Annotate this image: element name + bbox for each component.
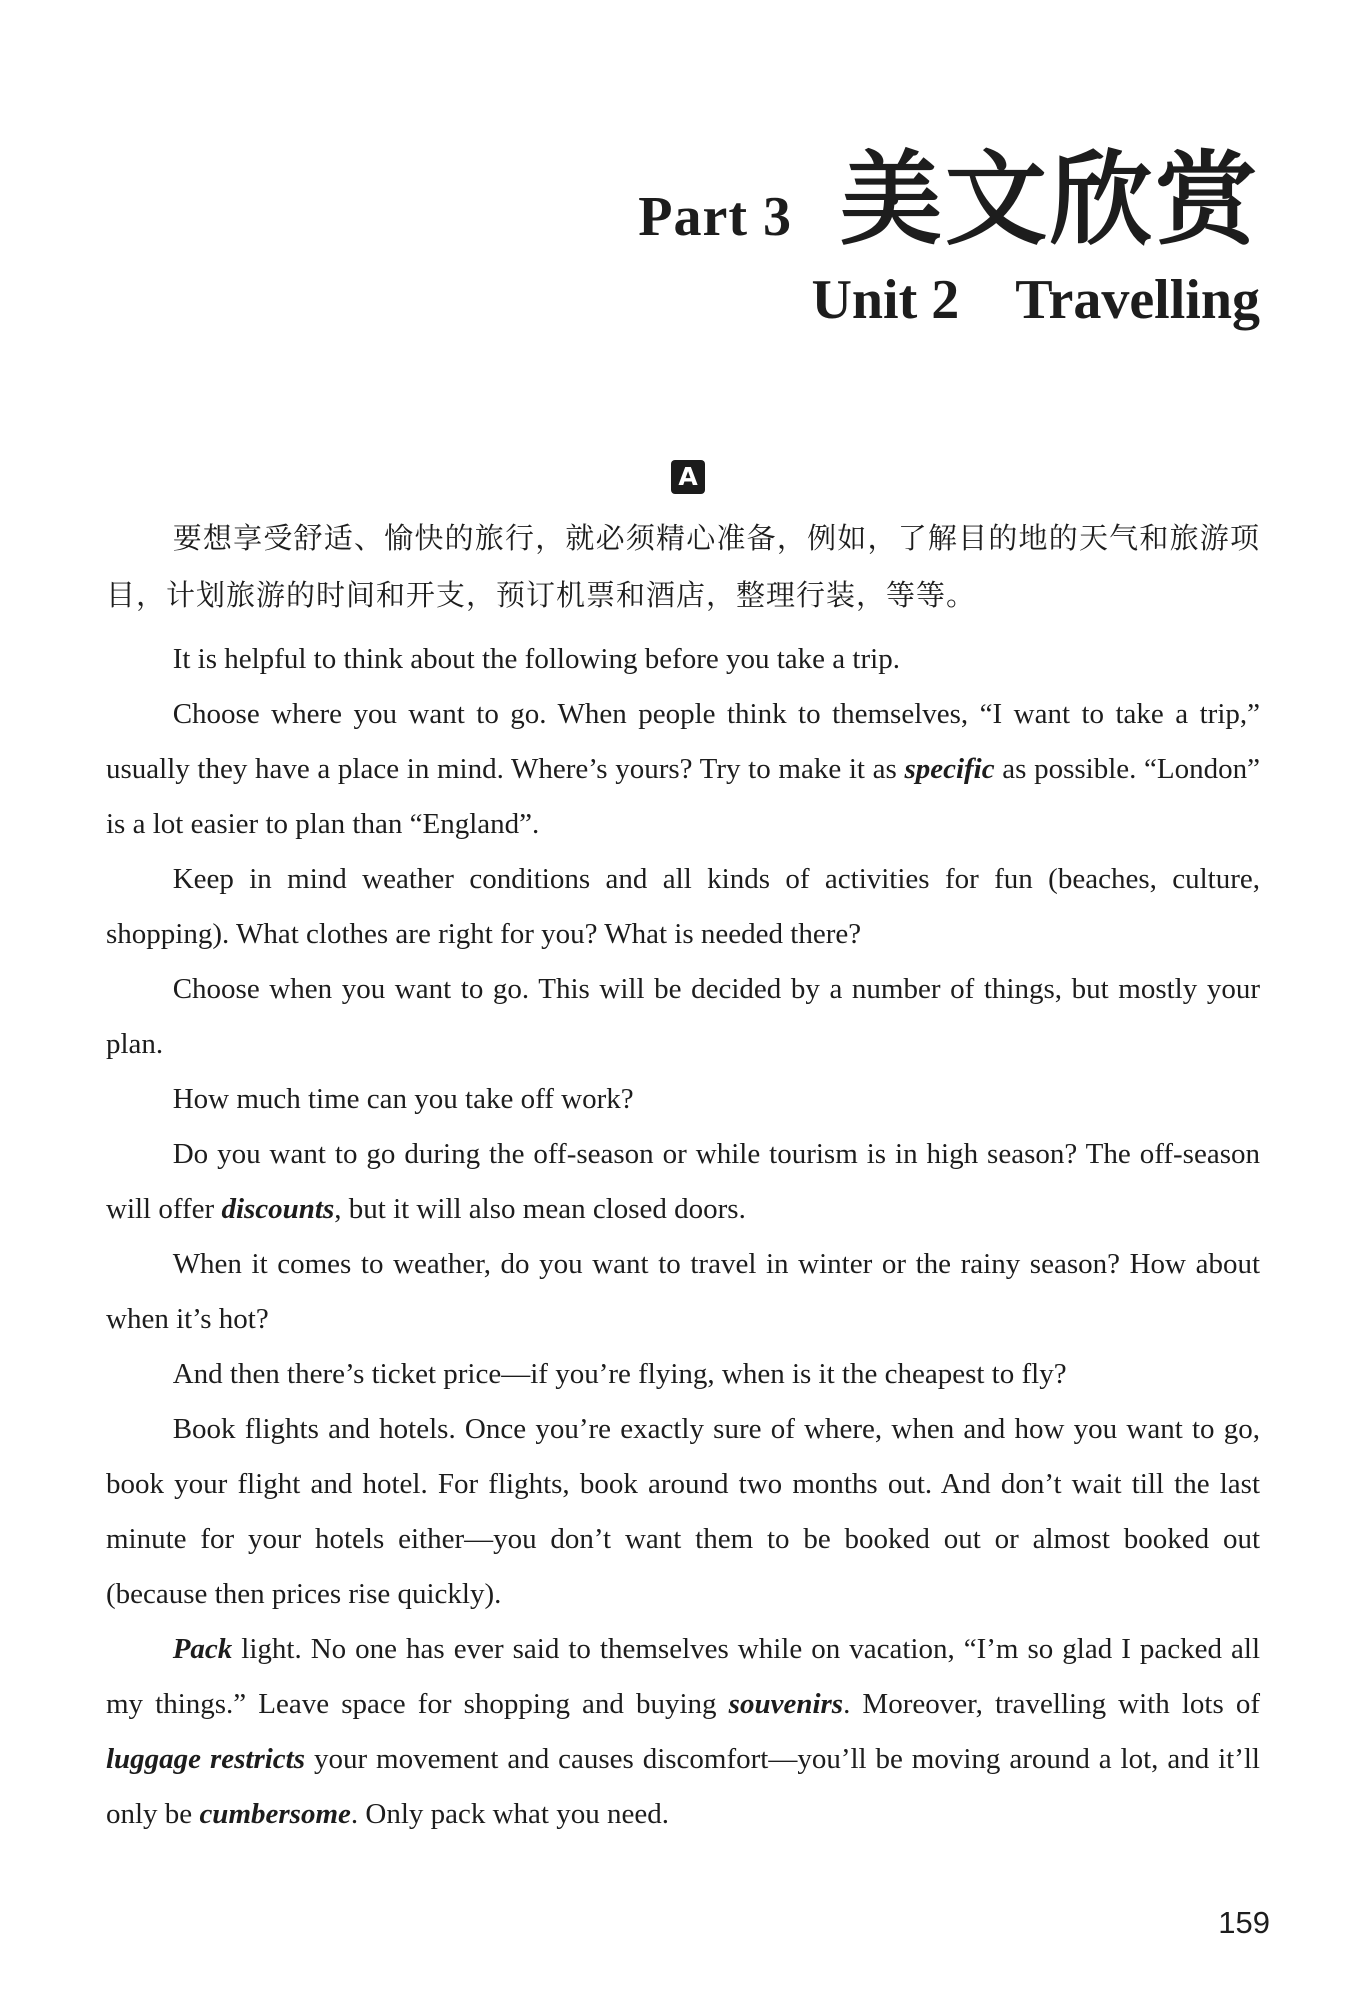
page-header [638,141,1260,260]
paragraph-3 [106,852,1260,962]
paragraph-text: light. No one has ever said to themselves while on vacation, “I’m so glad I packed all my things.” Leave space for shopping and buying [106,1633,1260,1720]
paragraph-text: . Only pack what you need. [350,1798,669,1830]
paragraph-text: Do you want to go during the off-season or while tourism is in high season? The off-season will offer [106,1138,1260,1225]
vocab-word: specific [904,753,995,785]
paragraph-4 [106,962,1260,1072]
part-label: Part 3 [638,186,792,248]
article-body [106,510,1260,1842]
section-badge: A [671,460,705,494]
paragraph-text: your movement and causes discomfort—you’ll be moving around a lot, and it’ll only be [106,1743,1260,1830]
paragraph-text: It is helpful to think about the following before you take a trip. [172,643,900,675]
paragraph-9 [106,1402,1260,1622]
vocab-word: Pack [172,1633,233,1665]
paragraph-5 [106,1072,1260,1127]
intro-paragraph: 要想享受舒适、愉快的旅行，就必须精心准备，例如，了解目的地的天气和旅游项目，计划旅游的时间和开支，预订机票和酒店，整理行装，等等。 [106,521,1260,612]
paragraph-10 [106,1622,1260,1842]
vocab-word: souvenirs [728,1688,844,1720]
page-number: 159 [1218,1905,1270,1940]
paragraph-text: How much time can you take off work? [172,1083,634,1115]
vocab-word: cumbersome [199,1798,351,1830]
paragraph-text: , but it will also mean closed doors. [334,1193,746,1225]
paragraph-1 [106,632,1260,687]
paragraph-text: Keep in mind weather conditions and all kinds of activities for fun (beaches, culture, shopping). What clothes are right for you? What is needed there? [106,863,1260,950]
paragraph-text: as possible. “London” is a lot easier to plan than “England”. [106,753,1260,840]
paragraph-text: Choose where you want to go. When people think to themselves, “I want to take a trip,” usually they have a place in mind. Where’s yours? Try to make it as [106,698,1260,785]
paragraph-text: Book flights and hotels. Once you’re exactly sure of where, when and how you want to go, book your flight and hotel. For flights, book around two months out. And don’t wait till the last minute for your hotels either—you don’t want them to be booked out or almost booked out (because then prices rise quickly). [106,1413,1260,1610]
unit-label: Unit 2 [811,269,960,331]
paragraph-text: When it comes to weather, do you want to travel in winter or the rainy season? How about when it’s hot? [106,1248,1260,1335]
vocab-word: luggage restricts [106,1743,306,1775]
paragraph-7 [106,1237,1260,1347]
paragraph-text: Choose when you want to go. This will be decided by a number of things, but mostly your plan. [106,973,1260,1060]
section-title: 美文欣赏 [840,141,1260,260]
unit-heading [811,268,1260,332]
paragraph-8 [106,1347,1260,1402]
unit-title: Travelling [1015,269,1260,331]
paragraph-2 [106,687,1260,852]
paragraph-text: And then there’s ticket price—if you’re flying, when is it the cheapest to fly? [172,1358,1067,1390]
vocab-word: discounts [221,1193,335,1225]
paragraph-6 [106,1127,1260,1237]
paragraph-text: . Moreover, travelling with lots of [843,1688,1260,1720]
